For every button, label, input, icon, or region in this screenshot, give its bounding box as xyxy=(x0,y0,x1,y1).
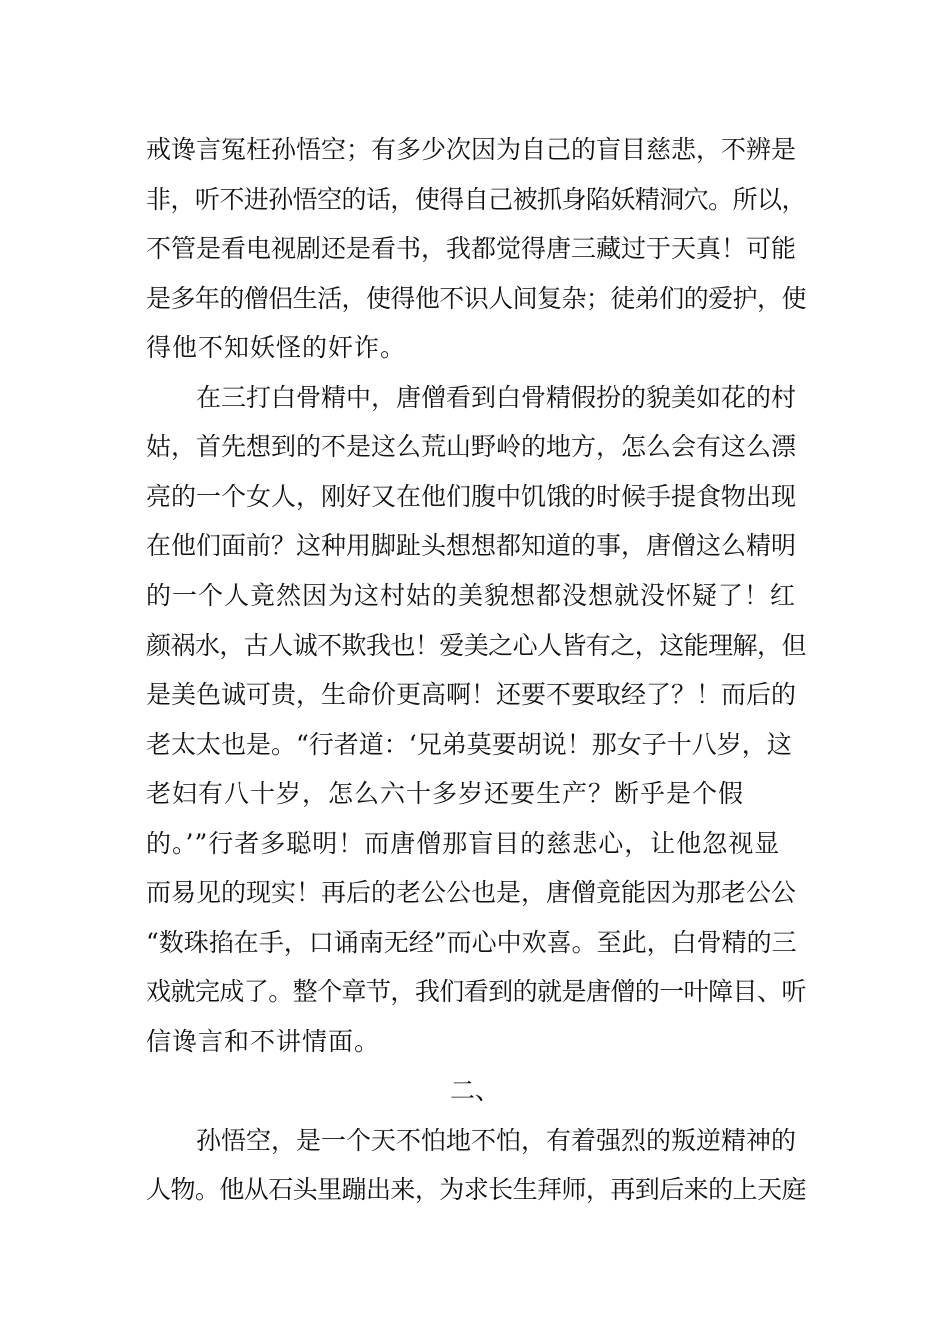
paragraph-line: 亮的一个女人，刚好又在他们腹中饥饿的时候手提食物出现 xyxy=(146,482,797,511)
paragraph-line: 孙悟空，是一个天不怕地不怕，有着强烈的叛逆精神的 xyxy=(196,1126,797,1155)
paragraph-line: 得他不知妖怪的奸诈。 xyxy=(146,333,407,362)
paragraph-line: 非，听不进孙悟空的话，使得自己被抓身陷妖精洞穴。所以， xyxy=(146,185,806,214)
paragraph-line: “数珠掐在手，口诵南无经”而心中欢喜。至此，白骨精的三 xyxy=(146,928,797,957)
paragraph-line: 是多年的僧侣生活，使得他不识人间复杂；徒弟们的爱护，使 xyxy=(146,284,806,313)
paragraph-line: 是美色诚可贵，生命价更高啊！还要不要取经了？！而后的 xyxy=(146,680,797,709)
paragraph-line: 在三打白骨精中，唐僧看到白骨精假扮的貌美如花的村 xyxy=(196,383,797,412)
paragraph-line: 老妇有八十岁，怎么六十多岁还要生产？断乎是个假 xyxy=(146,779,745,808)
section-heading: 二、 xyxy=(449,1076,500,1105)
paragraph-line: 老太太也是。“行者道：‘兄弟莫要胡说！那女子十八岁，这 xyxy=(146,730,792,759)
paragraph-line: 戒谗言冤枉孙悟空；有多少次因为自己的盲目慈悲，不辨是 xyxy=(146,135,797,164)
paragraph-line: 戏就完成了。整个章节，我们看到的就是唐僧的一叶障目、听 xyxy=(146,977,806,1006)
paragraph-line: 颜祸水，古人诚不欺我也！爱美之心人皆有之，这能理解，但 xyxy=(146,631,806,660)
paragraph-line: 而易见的现实！再后的老公公也是，唐僧竟能因为那老公公 xyxy=(146,878,797,907)
paragraph-line: 的。’”行者多聪明！而唐僧那盲目的慈悲心，让他忽视显 xyxy=(146,829,781,858)
paragraph-line: 在他们面前？这种用脚趾头想想都知道的事，唐僧这么精明 xyxy=(146,531,797,560)
paragraph-line: 信谗言和不讲情面。 xyxy=(146,1027,381,1056)
paragraph-line: 姑，首先想到的不是这么荒山野岭的地方，怎么会有这么漂 xyxy=(146,432,797,461)
paragraph-line: 人物。他从石头里蹦出来，为求长生拜师，再到后来的上天庭 xyxy=(146,1175,806,1204)
paragraph-line: 不管是看电视剧还是看书，我都觉得唐三藏过于天真！可能 xyxy=(146,234,797,263)
paragraph-line: 的一个人竟然因为这村姑的美貌想都没想就没怀疑了！红 xyxy=(146,581,797,610)
